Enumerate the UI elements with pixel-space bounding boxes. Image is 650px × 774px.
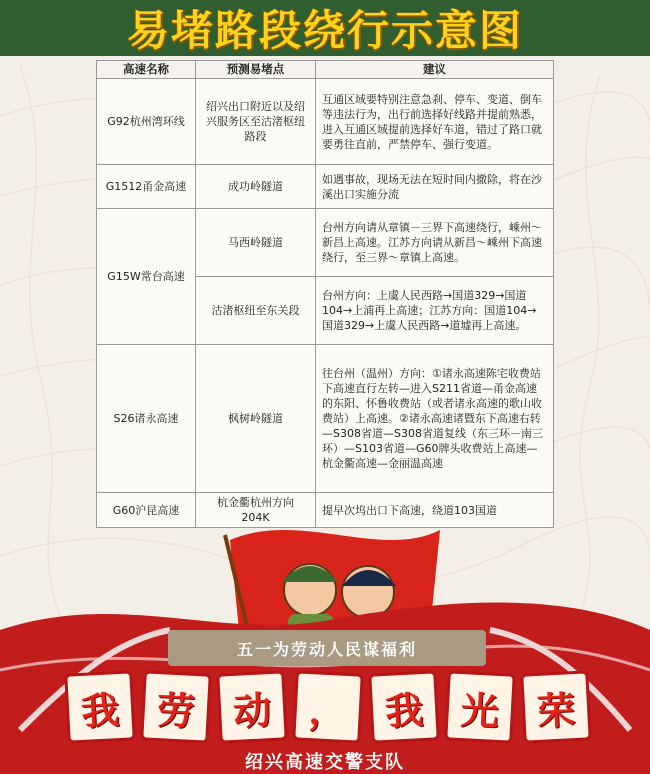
advice-text: 台州方向：上虞人民西路→国道329→国道104→上浦再上高速；江苏方向：国道104→国道329→上虞人民西路→道墟再上高速。	[316, 277, 554, 345]
congestion-spot: 绍兴出口附近以及绍兴服务区至沽渚枢纽路段	[196, 79, 316, 165]
slogan-char: 光	[444, 670, 516, 743]
column-header-spot: 预测易堵点	[196, 61, 316, 79]
column-header-road: 高速名称	[97, 61, 196, 79]
slogan-char: ，	[292, 670, 364, 743]
slogan-char: 荣	[520, 670, 592, 743]
table-header-row	[97, 61, 554, 79]
road-name: G15W常台高速	[97, 209, 196, 345]
page-title: 易堵路段绕行示意图	[126, 6, 523, 55]
header-bar	[0, 0, 650, 56]
advice-text: 提早次坞出口下高速，绕道103国道	[316, 493, 554, 528]
congestion-spot: 枫树岭隧道	[196, 345, 316, 493]
congestion-spot: 杭金衢杭州方向204K	[196, 493, 316, 528]
congestion-spot: 沽渚枢纽至东关段	[196, 277, 316, 345]
slogan-char: 我	[368, 670, 440, 743]
column-header-advice: 建议	[316, 61, 554, 79]
holiday-banner: 五一为劳动人民谋福利	[168, 630, 486, 666]
road-name: S26诸永高速	[97, 345, 196, 493]
advice-text: 如遇事故，现场无法在短时间内撤除，将在沙溪出口实施分流	[316, 165, 554, 209]
slogan	[58, 672, 598, 758]
advice-text: 台州方向请从章镇－三界下高速绕行，嵊州～新昌上高速。江苏方向请从新昌～嵊州下高速绕行，至三界～章镇上高速。	[316, 209, 554, 277]
advice-text: 往台州（温州）方向：①诸永高速陈宅收费站下高速直行左转—进入S211省道—甬金高速的东阳、怀鲁收费站（或者诸永高速的歌山收费站）上高速。②诸永高速诸暨东下高速右转—S308省道—S308省道复线（东三环－南三环）—S103省道—G60牌头收费站上高速—杭金衢高速—金丽温高速	[316, 345, 554, 493]
advice-text: 互通区域要特别注意急刹、停车、变道、倒车等违法行为，出行前选择好线路并提前熟悉，进入互通区域提前选择好车道，错过了路口就要勇往直前，严禁停车、强行变道。	[316, 79, 554, 165]
table-row	[97, 209, 554, 277]
road-name: G1512甬金高速	[97, 165, 196, 209]
table-row	[97, 79, 554, 165]
road-name: G60沪昆高速	[97, 493, 196, 528]
table-row	[97, 165, 554, 209]
road-name: G92杭州湾环线	[97, 79, 196, 165]
footer-text: 绍兴高速交警支队	[245, 752, 405, 773]
detour-table	[96, 60, 554, 528]
slogan-char: 我	[64, 670, 136, 743]
slogan-char: 动	[216, 670, 288, 743]
congestion-spot: 马西岭隧道	[196, 209, 316, 277]
slogan-char: 劳	[140, 670, 212, 743]
congestion-spot: 成功岭隧道	[196, 165, 316, 209]
table-row	[97, 345, 554, 493]
